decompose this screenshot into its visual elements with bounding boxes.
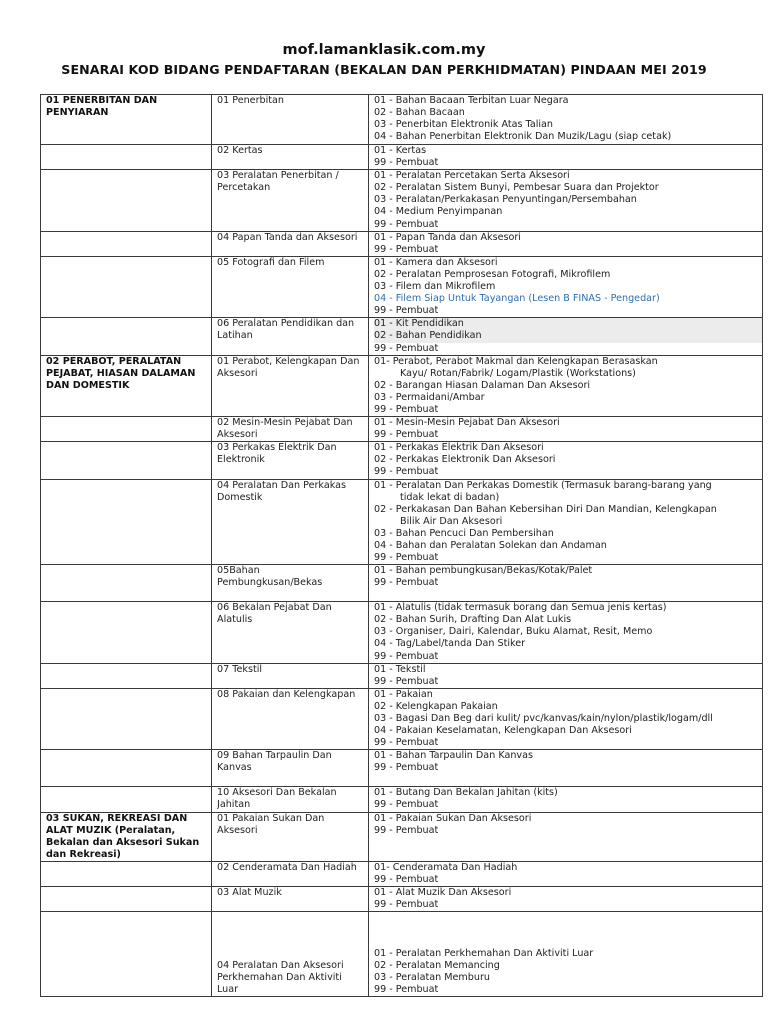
item-line: 01 - Kertas xyxy=(374,145,427,156)
item-line: 99 - Pembuat xyxy=(374,899,439,911)
item-line: 04 - Bahan Penerbitan Elektronik Dan Muzik/Lagu (siap cetak) xyxy=(374,131,672,143)
item-line: 99 - Pembuat xyxy=(374,984,439,996)
subcategory-cell: 05Bahan Pembungkusan/Bekas xyxy=(212,565,369,602)
item-line: 99 - Pembuat xyxy=(374,157,439,169)
item-line: 04 - Tag/Label/tanda Dan Stiker xyxy=(374,638,526,650)
items-cell xyxy=(369,688,763,749)
item-line: 03 - Filem dan Mikrofilem xyxy=(374,281,496,293)
subcategory-cell: 04 Peralatan Dan Aksesori Perkhemahan Dan Aktiviti Luar xyxy=(212,912,369,997)
table-row xyxy=(41,688,763,749)
table-row xyxy=(41,663,763,688)
item-line: 01 - Peralatan Perkhemahan Dan Aktiviti Luar xyxy=(374,947,594,959)
item-line: 99 - Pembuat xyxy=(374,873,439,885)
subcategory-cell: 02 Mesin-Mesin Pejabat Dan Aksesori xyxy=(212,417,369,442)
item-line: 03 - Peralatan Memburu xyxy=(374,972,490,984)
item-line: 01 - Alat Muzik Dan Aksesori xyxy=(374,887,512,899)
table-row xyxy=(41,812,763,861)
items-cell xyxy=(369,812,763,861)
table-row xyxy=(41,95,763,145)
table-row xyxy=(41,256,763,317)
document-title: SENARAI KOD BIDANG PENDAFTARAN (BEKALAN DAN PERKHIDMATAN) PINDAAN MEI 2019 xyxy=(61,62,707,77)
items-cell xyxy=(369,442,763,479)
item-line: 99 - Pembuat xyxy=(374,762,439,774)
category-cell xyxy=(41,318,212,355)
category-cell xyxy=(41,861,212,886)
item-line: 99 - Pembuat xyxy=(374,650,439,662)
table-row xyxy=(41,602,763,663)
category-cell xyxy=(41,442,212,479)
table-row xyxy=(41,861,763,886)
subcategory-cell: 02 Cenderamata Dan Hadiah xyxy=(212,861,369,886)
item-line: 01 - Bahan pembungkusan/Bekas/Kotak/Palet xyxy=(374,565,593,577)
items-cell xyxy=(369,479,763,565)
category-cell xyxy=(41,663,212,688)
document-header xyxy=(0,40,768,80)
subcategory-cell: 08 Pakaian dan Kelengkapan xyxy=(212,688,369,749)
subcategory-cell: 01 Perabot, Kelengkapan Dan Aksesori xyxy=(212,355,369,416)
item-line: 01 - Alatulis (tidak termasuk borang dan Semua jenis kertas) xyxy=(374,602,667,614)
item-line: 02 - Bahan Bacaan xyxy=(374,107,465,119)
item-line: 99 - Pembuat xyxy=(374,824,439,836)
item-line: 01 - Butang Dan Bekalan Jahitan (kits) xyxy=(374,787,558,799)
item-line: 99 - Pembuat xyxy=(374,675,439,687)
items-cell xyxy=(369,861,763,886)
item-line: 99 - Pembuat xyxy=(374,799,439,811)
item-line: 01 - Papan Tanda dan Aksesori xyxy=(374,231,521,243)
subcategory-cell: 02 Kertas xyxy=(212,145,369,170)
item-line: 99 - Pembuat xyxy=(374,243,439,255)
category-cell xyxy=(41,887,212,912)
item-line: 02 - Perkakasan Dan Bahan Kebersihan Diri Dan Mandian, Kelengkapan xyxy=(374,503,717,515)
subcategory-cell: 10 Aksesori Dan Bekalan Jahitan xyxy=(212,787,369,812)
item-line: 99 - Pembuat xyxy=(374,466,439,478)
registration-code-table xyxy=(40,94,763,997)
table-row xyxy=(41,887,763,912)
table-row xyxy=(41,442,763,479)
items-cell xyxy=(369,318,763,355)
item-line: 99 - Pembuat xyxy=(374,737,439,749)
item-line: 03 - Permaidani/Ambar xyxy=(374,391,485,403)
item-line: 01 - Kit Pendidikan xyxy=(374,318,762,330)
items-cell xyxy=(369,417,763,442)
item-line: 01 - Pakaian Sukan Dan Aksesori xyxy=(374,812,532,824)
table-row xyxy=(41,355,763,416)
subcategory-cell: 01 Pakaian Sukan Dan Aksesori xyxy=(212,812,369,861)
item-line: 99 - Pembuat xyxy=(374,403,439,415)
item-line: 01 - Bahan Tarpaulin Dan Kanvas xyxy=(374,750,533,762)
item-line: 99 - Pembuat xyxy=(374,305,439,317)
item-line: 01 - Bahan Bacaan Terbitan Luar Negara xyxy=(374,95,569,106)
category-cell xyxy=(41,170,212,231)
subcategory-cell: 07 Tekstil xyxy=(212,663,369,688)
table-row xyxy=(41,170,763,231)
item-line: 03 - Bagasi Dan Beg dari kulit/ pvc/kanvas/kain/nylon/plastik/logam/dll xyxy=(374,713,713,725)
category-cell: 03 SUKAN, REKREASI DAN ALAT MUZIK (Peralatan, Bekalan dan Aksesori Sukan dan Rekreasi) xyxy=(41,812,212,861)
items-cell xyxy=(369,887,763,912)
item-line: 01- Cenderamata Dan Hadiah xyxy=(374,861,518,873)
item-line: 04 - Pakaian Keselamatan, Kelengkapan Dan Aksesori xyxy=(374,725,632,737)
item-line: 01 - Mesin-Mesin Pejabat Dan Aksesori xyxy=(374,417,560,429)
items-cell xyxy=(369,231,763,256)
table-row xyxy=(41,912,763,997)
item-line: 01 - Pakaian xyxy=(374,688,433,700)
item-line: 03 - Organiser, Dairi, Kalendar, Buku Alamat, Resit, Memo xyxy=(374,626,653,638)
item-line-highlighted: 04 - Filem Siap Untuk Tayangan (Lesen B FINAS - Pengedar) xyxy=(374,293,660,305)
item-line: 99 - Pembuat xyxy=(374,218,439,230)
item-line: 01 - Perkakas Elektrik Dan Aksesori xyxy=(374,442,544,454)
item-line: 99 - Pembuat xyxy=(374,577,439,589)
item-line: 02 - Peralatan Memancing xyxy=(374,959,500,971)
subcategory-cell: 03 Peralatan Penerbitan / Percetakan xyxy=(212,170,369,231)
item-line: 01- Perabot, Perabot Makmal dan Kelengkapan Berasaskan xyxy=(374,355,658,367)
subcategory-cell: 04 Papan Tanda dan Aksesori xyxy=(212,231,369,256)
category-cell xyxy=(41,750,212,787)
table-row xyxy=(41,318,763,355)
items-cell xyxy=(369,170,763,231)
subcategory-cell: 04 Peralatan Dan Perkakas Domestik xyxy=(212,479,369,565)
item-line: 99 - Pembuat xyxy=(374,429,439,441)
subcategory-cell: 01 Penerbitan xyxy=(212,95,369,145)
item-line: tidak lekat di badan) xyxy=(400,491,500,503)
item-line: 02 - Kelengkapan Pakaian xyxy=(374,700,498,712)
subcategory-cell: 06 Peralatan Pendidikan dan Latihan xyxy=(212,318,369,355)
category-cell xyxy=(41,231,212,256)
item-line: 02 - Peralatan Sistem Bunyi, Pembesar Suara dan Projektor xyxy=(374,182,659,194)
items-cell xyxy=(369,256,763,317)
table-row xyxy=(41,479,763,565)
items-cell xyxy=(369,602,763,663)
category-cell: 02 PERABOT, PERALATAN PEJABAT, HIASAN DALAMAN DAN DOMESTIK xyxy=(41,355,212,416)
items-cell xyxy=(369,663,763,688)
table-row xyxy=(41,417,763,442)
table-row xyxy=(41,145,763,170)
category-cell xyxy=(41,256,212,317)
subcategory-cell: 05 Fotografi dan Filem xyxy=(212,256,369,317)
item-line: 04 - Medium Penyimpanan xyxy=(374,206,503,218)
category-cell xyxy=(41,688,212,749)
items-cell xyxy=(369,355,763,416)
item-line: 02 - Perkakas Elektronik Dan Aksesori xyxy=(374,454,556,466)
category-cell xyxy=(41,145,212,170)
item-line: 03 - Bahan Pencuci Dan Pembersihan xyxy=(374,527,554,539)
items-cell xyxy=(369,565,763,602)
category-cell xyxy=(41,565,212,602)
item-line: 01 - Peralatan Percetakan Serta Aksesori xyxy=(374,170,570,182)
item-line: 02 - Barangan Hiasan Dalaman Dan Aksesori xyxy=(374,379,591,391)
item-line: 99 - Pembuat xyxy=(374,552,439,564)
subcategory-cell: 03 Alat Muzik xyxy=(212,887,369,912)
category-cell xyxy=(41,602,212,663)
items-cell xyxy=(369,787,763,812)
item-line: 01 - Tekstil xyxy=(374,663,426,675)
category-cell xyxy=(41,787,212,812)
item-line: 01 - Kamera dan Aksesori xyxy=(374,256,498,268)
category-cell xyxy=(41,479,212,565)
item-line: 03 - Peralatan/Perkakasan Penyuntingan/Persembahan xyxy=(374,194,637,206)
category-cell xyxy=(41,912,212,997)
items-cell xyxy=(369,145,763,170)
table-row xyxy=(41,231,763,256)
items-cell xyxy=(369,95,763,145)
item-line: 02 - Bahan Surih, Drafting Dan Alat Lukis xyxy=(374,614,572,626)
subcategory-cell: 03 Perkakas Elektrik Dan Elektronik xyxy=(212,442,369,479)
item-line: 03 - Penerbitan Elektronik Atas Talian xyxy=(374,119,553,131)
table-row xyxy=(41,750,763,787)
items-cell xyxy=(369,750,763,787)
table-row xyxy=(41,565,763,602)
item-line: 02 - Peralatan Pemprosesan Fotografi, Mikrofilem xyxy=(374,268,611,280)
item-line: 01 - Peralatan Dan Perkakas Domestik (Termasuk barang-barang yang xyxy=(374,479,712,491)
item-line: Bilik Air Dan Aksesori xyxy=(400,515,503,527)
category-cell xyxy=(41,417,212,442)
item-line: 99 - Pembuat xyxy=(374,342,439,354)
items-cell xyxy=(369,912,763,997)
item-line: 04 - Bahan dan Peralatan Solekan dan Andaman xyxy=(374,540,607,551)
item-line: 02 - Bahan Pendidikan xyxy=(374,330,762,342)
table-row xyxy=(41,787,763,812)
category-cell: 01 PENERBITAN DAN PENYIARAN xyxy=(41,95,212,145)
subcategory-cell: 09 Bahan Tarpaulin Dan Kanvas xyxy=(212,750,369,787)
site-url: mof.lamanklasik.com.my xyxy=(282,42,486,58)
subcategory-cell: 06 Bekalan Pejabat Dan Alatulis xyxy=(212,602,369,663)
item-line: Kayu/ Rotan/Fabrik/ Logam/Plastik (Workstations) xyxy=(400,367,636,379)
